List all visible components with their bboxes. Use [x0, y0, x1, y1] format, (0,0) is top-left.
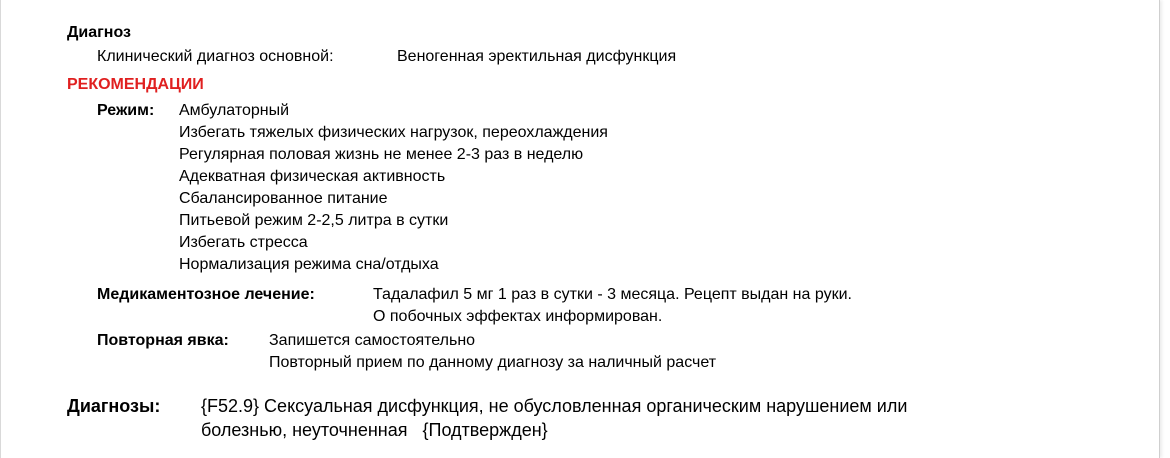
regime-item: Сбалансированное питание: [179, 190, 388, 207]
regime-item: Нормализация режима сна/отдыха: [179, 256, 439, 273]
diagnoses-label: Диагнозы:: [67, 396, 161, 416]
medication-line: Тадалафил 5 мг 1 раз в сутки - 3 месяца. Рецепт выдан на руки.: [373, 286, 852, 303]
medication-line: О побочных эффектах информирован.: [373, 308, 663, 325]
regime-list: [179, 100, 608, 276]
regime-item: Избегать стресса: [179, 234, 308, 251]
medication-label: Медикаментозное лечение:: [97, 286, 315, 303]
followup-label: Повторная явка:: [97, 332, 229, 349]
regime-item: Избегать тяжелых физических нагрузок, переохлаждения: [179, 124, 608, 141]
followup-line: Запишется самостоятельно: [269, 332, 476, 349]
diagnoses-line: болезнью, неуточненная {Подтвержден}: [201, 420, 548, 440]
regime-item: Адекватная физическая активность: [179, 168, 446, 185]
medication-text: [373, 284, 852, 328]
diagnoses-text: [201, 394, 907, 442]
followup-text: [269, 330, 716, 374]
regime-item: Регулярная половая жизнь не менее 2-3 раз в неделю: [179, 146, 584, 163]
clinical-diagnosis-label: Клинический диагноз основной:: [97, 48, 334, 65]
regime-item: Питьевой режим 2-2,5 литра в сутки: [179, 212, 449, 229]
diagnosis-heading: Диагноз: [67, 24, 131, 41]
clinical-diagnosis-value: Веногенная эректильная дисфункция: [397, 48, 677, 65]
followup-line: Повторный прием по данному диагнозу за наличный расчет: [269, 354, 717, 371]
regime-item: Амбулаторный: [179, 102, 290, 119]
regime-label: Режим:: [97, 102, 155, 119]
diagnoses-line: {F52.9} Сексуальная дисфункция, не обусловленная органическим нарушением или: [201, 396, 908, 416]
recommendations-heading: РЕКОМЕНДАЦИИ: [67, 76, 204, 93]
